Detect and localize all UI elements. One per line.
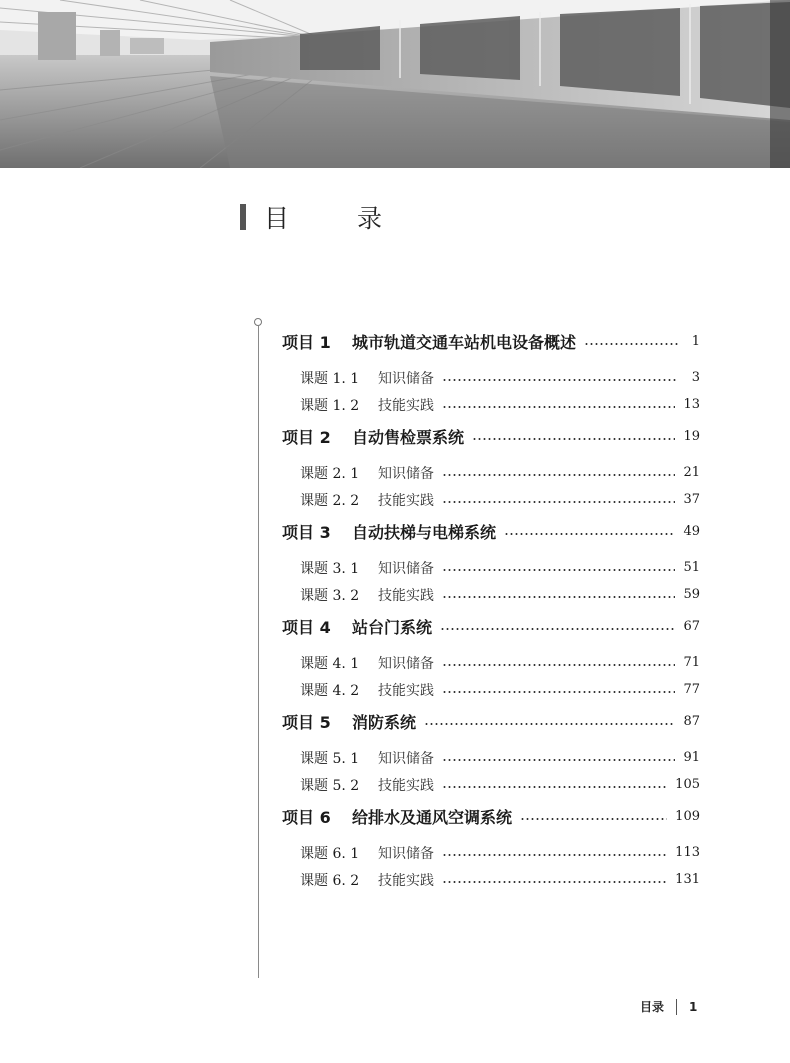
lesson-number: 课题 4. 2	[300, 682, 360, 699]
project-title: 站台门系统	[352, 618, 433, 637]
toc-lesson-5-1[interactable]	[282, 744, 700, 771]
project-number: 项目 3	[282, 523, 331, 542]
lesson-title: 知识储备	[378, 370, 434, 387]
lesson-number: 课题 3. 2	[300, 587, 360, 604]
dot-leader	[472, 432, 675, 442]
toc-lesson-1-2[interactable]	[282, 391, 700, 418]
toc-timeline-line	[258, 326, 259, 978]
toc-lesson-2-2[interactable]	[282, 486, 700, 513]
footer-divider	[676, 999, 677, 1015]
dot-leader	[442, 848, 667, 858]
dot-leader	[442, 468, 675, 478]
lesson-title: 知识储备	[378, 560, 434, 577]
lesson-number: 课题 3. 1	[300, 560, 360, 577]
lesson-number: 课题 5. 2	[300, 777, 360, 794]
page-number: 77	[683, 682, 700, 697]
lesson-title: 知识储备	[378, 655, 434, 672]
page-number: 87	[683, 714, 700, 729]
lesson-number: 课题 5. 1	[300, 750, 360, 767]
toc-lesson-1-1[interactable]	[282, 364, 700, 391]
dot-leader	[442, 685, 675, 695]
lesson-title: 技能实践	[378, 492, 434, 509]
page-number: 59	[683, 587, 700, 602]
toc-project-2[interactable]	[282, 421, 700, 452]
footer-page-number: 1	[689, 999, 698, 1014]
project-title: 城市轨道交通车站机电设备概述	[352, 333, 577, 352]
footer-label: 目录	[640, 1000, 665, 1014]
dot-leader	[520, 812, 667, 822]
lesson-title: 知识储备	[378, 465, 434, 482]
lesson-title: 技能实践	[378, 397, 434, 414]
page-number: 19	[683, 429, 700, 444]
project-number: 项目 1	[282, 333, 331, 352]
lesson-number: 课题 4. 1	[300, 655, 360, 672]
lesson-title: 技能实践	[378, 587, 434, 604]
lesson-number: 课题 2. 1	[300, 465, 360, 482]
lesson-number: 课题 6. 2	[300, 872, 360, 889]
toc-project-6[interactable]	[282, 801, 700, 832]
dot-leader	[442, 658, 675, 668]
project-title: 自动扶梯与电梯系统	[352, 523, 497, 542]
lesson-number: 课题 6. 1	[300, 845, 360, 862]
toc-project-4[interactable]	[282, 611, 700, 642]
project-title: 给排水及通风空调系统	[352, 808, 513, 827]
dot-leader	[442, 563, 675, 573]
dot-leader	[442, 780, 667, 790]
dot-leader	[442, 373, 678, 383]
page-number: 105	[675, 777, 700, 792]
toc-lesson-4-1[interactable]	[282, 649, 700, 676]
page-number: 109	[675, 809, 700, 824]
toc-lesson-4-2[interactable]	[282, 676, 700, 703]
lesson-number: 课题 2. 2	[300, 492, 360, 509]
dot-leader	[440, 622, 675, 632]
header-photo-banner	[0, 0, 790, 168]
page-number: 21	[683, 465, 700, 480]
title-accent-bar	[240, 204, 246, 230]
lesson-title: 技能实践	[378, 682, 434, 699]
page-number: 49	[683, 524, 700, 539]
lesson-title: 技能实践	[378, 872, 434, 889]
toc-lesson-5-2[interactable]	[282, 771, 700, 798]
lesson-title: 技能实践	[378, 777, 434, 794]
project-number: 项目 5	[282, 713, 331, 732]
toc-lesson-6-1[interactable]	[282, 839, 700, 866]
page-number: 113	[675, 845, 700, 860]
toc-lesson-3-2[interactable]	[282, 581, 700, 608]
project-number: 项目 4	[282, 618, 331, 637]
toc-project-5[interactable]	[282, 706, 700, 737]
dot-leader	[442, 590, 675, 600]
page-number: 13	[683, 397, 700, 412]
lesson-title: 知识储备	[378, 750, 434, 767]
dot-leader	[442, 400, 675, 410]
toc-lesson-3-1[interactable]	[282, 554, 700, 581]
dot-leader	[442, 753, 675, 763]
page-number: 71	[683, 655, 700, 670]
page-footer	[640, 998, 697, 1015]
toc-project-3[interactable]	[282, 516, 700, 547]
toc-project-1[interactable]	[282, 326, 700, 357]
dot-leader	[424, 717, 675, 727]
metro-station-photo	[0, 0, 790, 168]
dot-leader	[584, 337, 678, 347]
page-number: 131	[675, 872, 700, 887]
project-number: 项目 6	[282, 808, 331, 827]
project-title: 消防系统	[352, 713, 417, 732]
toc-lesson-2-1[interactable]	[282, 459, 700, 486]
dot-leader	[442, 875, 667, 885]
toc-timeline-dot	[254, 318, 262, 326]
page-number: 67	[683, 619, 700, 634]
page-number: 3	[691, 370, 700, 385]
dot-leader	[504, 527, 675, 537]
page-number: 37	[683, 492, 700, 507]
page-number: 1	[691, 334, 700, 349]
page-number: 51	[683, 560, 700, 575]
project-title: 自动售检票系统	[352, 428, 465, 447]
page-number: 91	[683, 750, 700, 765]
project-number: 项目 2	[282, 428, 331, 447]
toc-lesson-6-2[interactable]	[282, 866, 700, 893]
lesson-number: 课题 1. 2	[300, 397, 360, 414]
lesson-number: 课题 1. 1	[300, 370, 360, 387]
lesson-title: 知识储备	[378, 845, 434, 862]
dot-leader	[442, 495, 675, 505]
page-title	[240, 200, 412, 234]
table-of-contents	[282, 326, 700, 893]
page-title-text: 目 录	[264, 204, 412, 233]
